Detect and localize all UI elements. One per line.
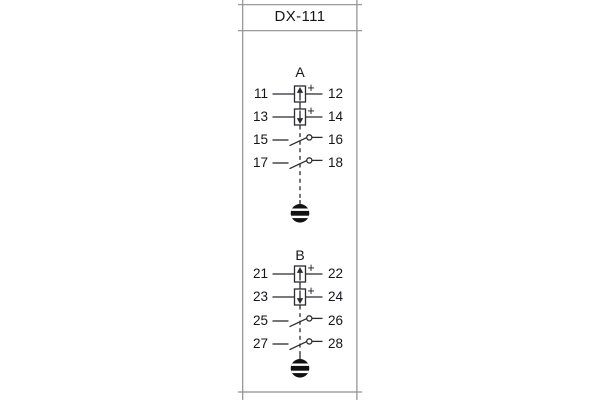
- flag-indicator-icon: [289, 204, 311, 223]
- terminal-label-22: 22: [328, 266, 344, 281]
- terminal-label-13: 13: [252, 109, 268, 124]
- no-contact-icon: [273, 339, 323, 350]
- polarity-plus-sign: +: [307, 284, 315, 298]
- terminal-label-15: 15: [252, 132, 268, 147]
- terminal-label-27: 27: [252, 336, 268, 351]
- terminal-label-23: 23: [252, 289, 268, 304]
- terminal-label-16: 16: [328, 132, 344, 147]
- terminal-label-18: 18: [328, 155, 344, 170]
- polarity-plus-sign: +: [307, 261, 315, 275]
- polarity-plus-sign: +: [307, 81, 315, 95]
- terminal-label-17: 17: [252, 155, 268, 170]
- terminal-label-28: 28: [328, 336, 344, 351]
- no-contact-icon: [273, 158, 323, 169]
- no-contact-icon: [273, 135, 323, 146]
- terminal-label-26: 26: [328, 313, 344, 328]
- flag-indicator-icon: [289, 359, 311, 378]
- relay-model-title: DX-111: [274, 8, 326, 25]
- no-contact-icon: [273, 316, 323, 327]
- terminal-label-11: 11: [253, 86, 268, 101]
- terminal-label-14: 14: [328, 109, 344, 124]
- section-b-label: B: [295, 247, 305, 263]
- section-a-label: A: [295, 64, 305, 80]
- terminal-label-21: 21: [252, 266, 268, 281]
- terminal-label-25: 25: [252, 313, 268, 328]
- polarity-plus-sign: +: [307, 104, 315, 118]
- terminal-label-24: 24: [328, 289, 344, 304]
- terminal-label-12: 12: [328, 86, 344, 101]
